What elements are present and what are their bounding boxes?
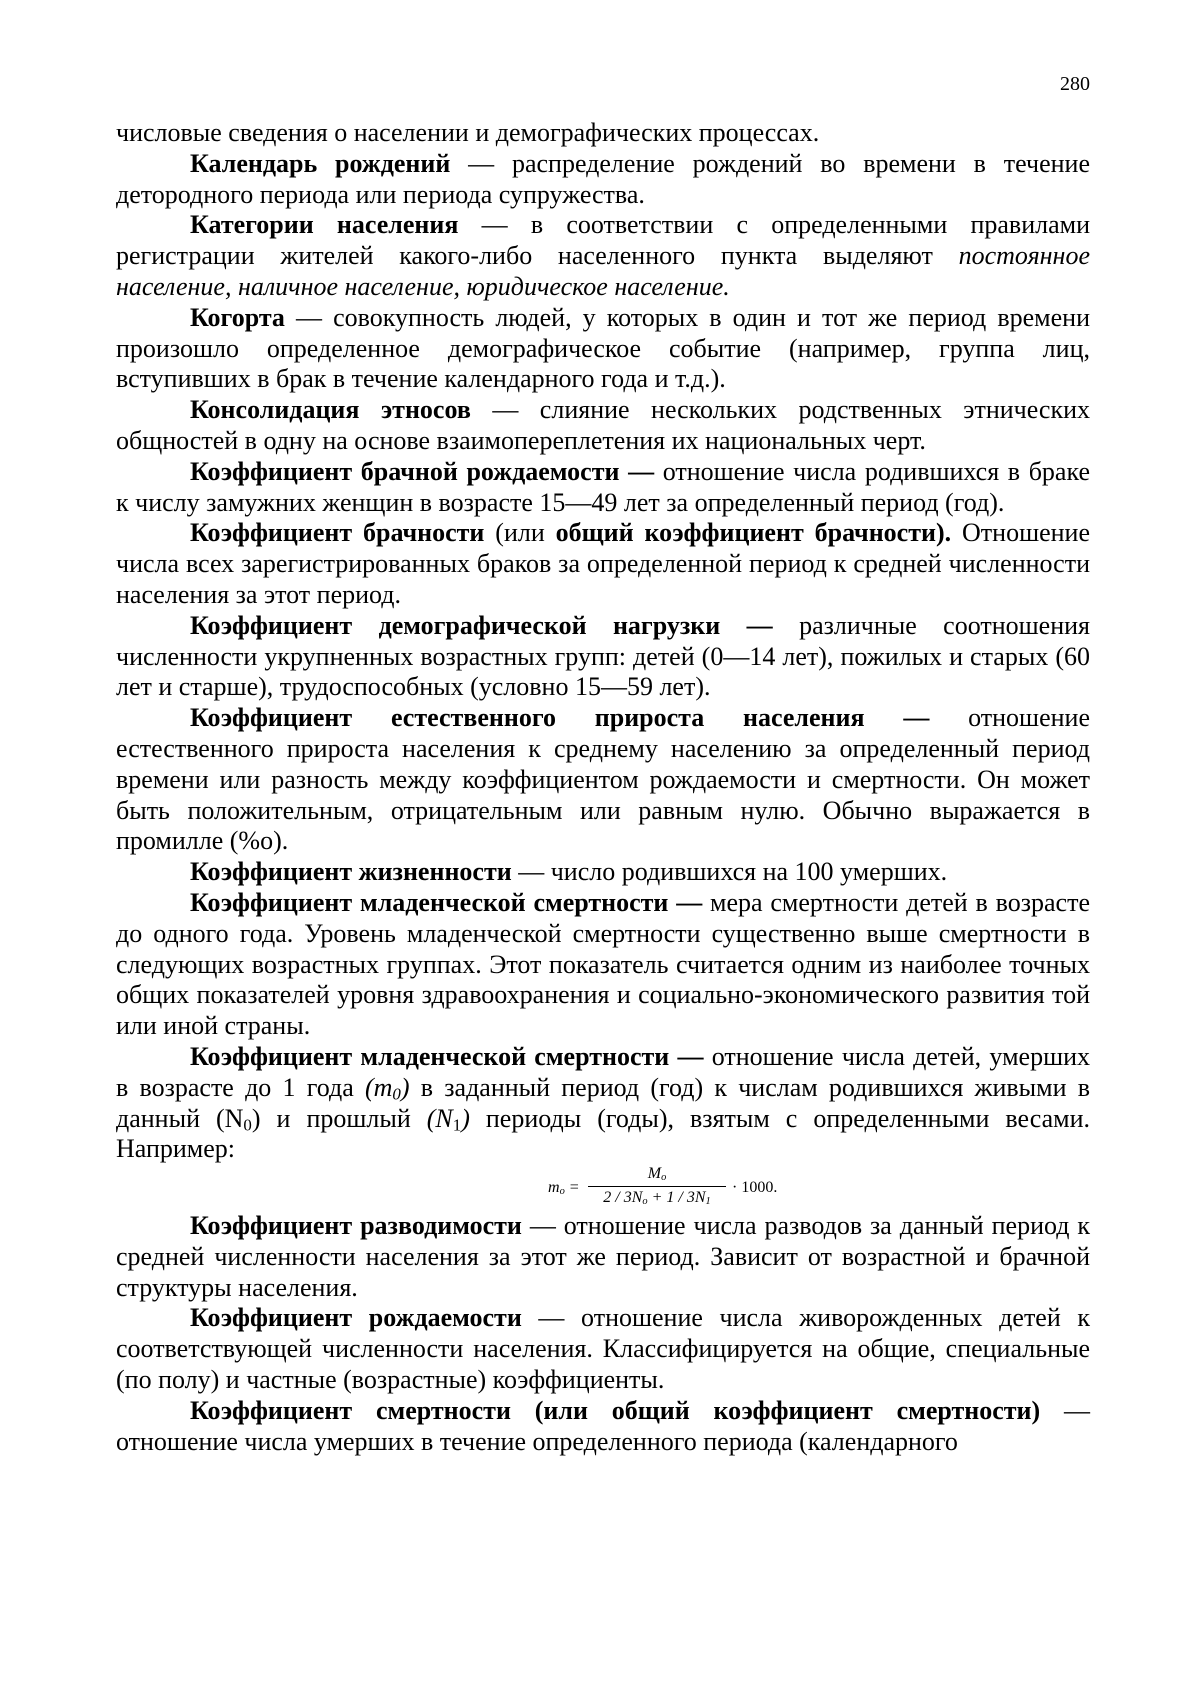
paragraph bbox=[116, 1396, 1090, 1458]
subscript-text: 0 bbox=[392, 1084, 401, 1104]
term-text: Когорта bbox=[190, 302, 285, 332]
paragraph bbox=[116, 611, 1090, 703]
paragraph bbox=[116, 1042, 1090, 1165]
formula-denominator-a-sub: o bbox=[642, 1196, 648, 1208]
subscript-text: 0 bbox=[243, 1114, 252, 1134]
paragraph-text: (N bbox=[426, 1103, 453, 1133]
paragraph-text: — отношение числа живорожденных детей к соответствующей численности населения. Классифицируется на общие, специальные (по полу) и частные (возрастные) коэффициенты. bbox=[116, 1303, 1091, 1395]
term-text: Коэффициент жизненности bbox=[190, 857, 512, 887]
paragraph bbox=[116, 888, 1090, 1042]
paragraph bbox=[116, 457, 1090, 519]
term-text: Коэффициент рождаемости bbox=[190, 1303, 522, 1333]
paragraph bbox=[116, 857, 1090, 888]
formula-numerator-sub: o bbox=[661, 1172, 667, 1184]
term-text: Коэффициент младенческой смертности — bbox=[190, 1041, 704, 1071]
term-text: Коэффициент брачной рождаемости — bbox=[190, 456, 655, 486]
formula bbox=[116, 1165, 1090, 1211]
term-text: Коэффициент смертности (или общий коэффициент смертности) bbox=[190, 1395, 1041, 1425]
paragraph bbox=[116, 1211, 1090, 1303]
fraction-bar bbox=[588, 1186, 726, 1187]
paragraphs-before-formula bbox=[116, 118, 1090, 1165]
paragraph-text: — слияние нескольких родственных этнических общностей в одну на основе взаимопереплетения их национальных черт. bbox=[116, 395, 1090, 455]
paragraph-text: ) bbox=[400, 1072, 410, 1102]
formula-denominator-b: + 1 / 3N bbox=[647, 1189, 706, 1207]
formula-denominator-b-sub: 1 bbox=[705, 1196, 711, 1208]
paragraph-text: — отношение числа разводов за данный период к средней численности населения за этот же период. Зависит от возрастной и брачной структуры населения. bbox=[116, 1211, 1091, 1302]
formula-lhs bbox=[548, 1179, 580, 1197]
paragraph-text: периоды (годы), взятым с определенными весами. Например: bbox=[116, 1103, 1090, 1164]
term-text: Коэффициент разводимости bbox=[190, 1211, 522, 1241]
paragraph bbox=[116, 303, 1090, 395]
term-text: Коэффициент естественного прироста населения — bbox=[190, 703, 930, 733]
paragraph-text: ) bbox=[461, 1103, 470, 1133]
formula-lhs-sub: o bbox=[559, 1186, 565, 1198]
subscript-text: 1 bbox=[452, 1114, 462, 1134]
paragraph-text: отношение естественного прироста населения к среднему населению за определенный период времени или разность между коэффициентом рождаемости и смертности. Он может быть положительным, отрицательным или равным нулю. Обычно выражается в промилле (%о). bbox=[116, 703, 1090, 856]
paragraph-text: — совокупность людей, у которых в один и тот же период времени произошло определенное демографическое событие (например, группа лиц, вступивших в брак в течение календарного года и т.д.). bbox=[116, 302, 1090, 394]
term-text: Консолидация этносов bbox=[190, 395, 471, 425]
paragraph bbox=[116, 1303, 1090, 1395]
formula-rhs: · 1000. bbox=[732, 1179, 778, 1197]
term-text: Категории населения bbox=[190, 210, 459, 240]
formula-equals: = bbox=[564, 1179, 580, 1197]
page-number: 280 bbox=[1060, 73, 1090, 95]
paragraph-text: — в соответствии с определенными правилами регистрации жителей какого-либо населенного пункта выделяют bbox=[116, 210, 1090, 271]
paragraph bbox=[116, 395, 1090, 457]
paragraph-text: Отношение числа всех зарегистрированных браков за определенной период к средней численности населения за этот период. bbox=[116, 518, 1090, 609]
paragraph-text: отношение числа родившихся в браке к числу замужних женщин в возрасте 15—49 лет за определенный период (год). bbox=[116, 456, 1090, 517]
text-body bbox=[116, 118, 1090, 1457]
paragraph-text: — число родившихся на 100 умерших. bbox=[511, 857, 948, 887]
paragraph-text: (m bbox=[364, 1072, 393, 1102]
term-text: общий коэффициент брачности). bbox=[555, 518, 952, 548]
formula-numerator bbox=[588, 1165, 726, 1185]
paragraph-text: отношение числа детей, умерших в возрасте до 1 года bbox=[116, 1041, 1090, 1102]
paragraph bbox=[116, 703, 1090, 857]
paragraph bbox=[116, 518, 1090, 610]
paragraph-text: постоянное население, наличное население, юридическое население. bbox=[116, 241, 1090, 301]
paragraphs-after-formula bbox=[116, 1211, 1090, 1457]
paragraph-text: — отношение числа умерших в течение определенного периода (календарного bbox=[116, 1395, 1091, 1456]
paragraph-text: числовые сведения о населении и демографических процессах. bbox=[116, 118, 820, 147]
term-text: Коэффициент демографической нагрузки — bbox=[190, 610, 773, 640]
paragraph bbox=[116, 210, 1090, 302]
paragraph bbox=[116, 149, 1090, 211]
formula-fraction bbox=[588, 1165, 726, 1207]
term-text: Календарь рождений bbox=[190, 148, 451, 178]
paragraph-text: (или bbox=[484, 518, 556, 548]
paragraph-text: различные соотношения численности укрупненных возрастных групп: детей (0—14 лет), пожилых и старых (60 лет и старше), трудоспособных (условно 15—59 лет). bbox=[116, 610, 1090, 702]
term-text: Коэффициент младенческой смертности — bbox=[190, 887, 703, 917]
paragraph-text: ) и прошлый bbox=[251, 1103, 427, 1133]
formula-lhs-var: m bbox=[548, 1179, 560, 1197]
formula-denominator bbox=[588, 1189, 726, 1207]
paragraph-text: в заданный период (год) к числам родившихся живыми в данный (N bbox=[116, 1072, 1090, 1133]
paragraph-text: — распределение рождений во времени в течение детородного периода или периода супружества. bbox=[116, 148, 1090, 209]
term-text: Коэффициент брачности bbox=[190, 518, 485, 548]
paragraph bbox=[116, 118, 1090, 149]
paragraph-text: мера смертности детей в возрасте до одного года. Уровень младенческой смертности существенно выше смертности в следующих возрастных группах. Этот показатель считается одним из наиболее точных общих показателей уровня здравоохранения и социально-экономического развития той или иной страны. bbox=[116, 887, 1090, 1041]
formula-numerator-var: M bbox=[647, 1165, 662, 1183]
formula-denominator-a: 2 / 3N bbox=[603, 1189, 643, 1207]
